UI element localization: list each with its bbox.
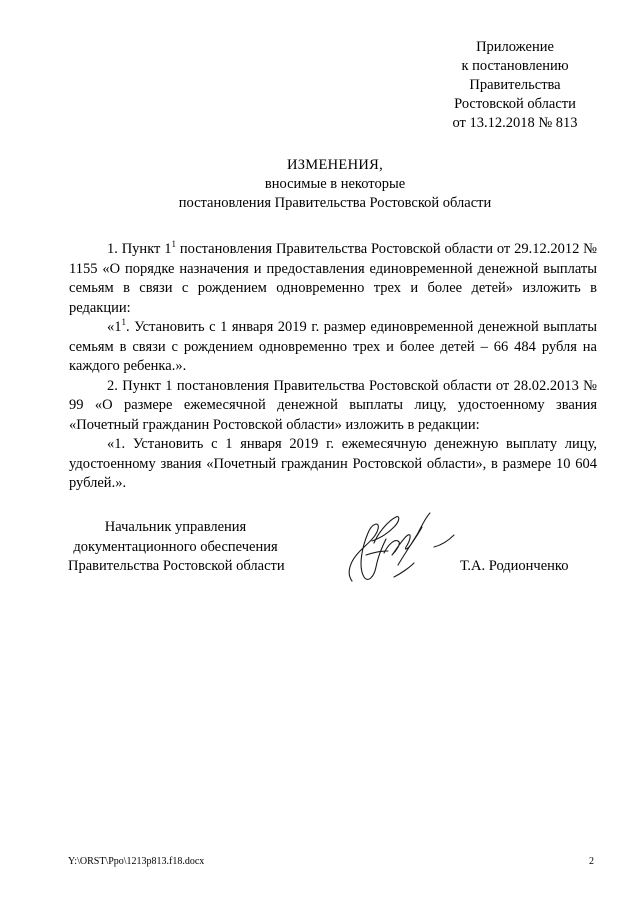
appendix-header: [430, 38, 600, 133]
paragraph-1-start: 1. Пункт 1: [107, 241, 172, 257]
title-sub-1: вносимые в некоторые: [264, 176, 406, 192]
title-sub-2: постановления Правительства Ростовской области: [178, 195, 492, 211]
appendix-line-3: Правительства: [469, 77, 561, 93]
document-body: [69, 240, 597, 494]
signatory-name: Т.А. Родионченко: [460, 558, 569, 574]
paragraph-2: [69, 318, 597, 377]
appendix-line-4: Ростовской области: [454, 96, 576, 112]
paragraph-2-rest: . Установить с 1 января 2019 г. размер единовременной денежной выплаты семьям в связи с рождением одновременно трех и более детей – 66 484 рубля на каждого ребенка.».: [69, 319, 597, 374]
paragraph-2-start: «1: [107, 319, 122, 335]
paragraph-1-superscript: 1: [171, 239, 176, 249]
paragraph-4: «1. Установить с 1 января 2019 г. ежемесячную денежную выплату лицу, удостоенному звания «Почетный гражданин Ростовской области», в размере 10 604 рублей.».: [69, 436, 597, 491]
paragraph-2-superscript: 1: [121, 317, 126, 327]
appendix-line-5: от 13.12.2018 № 813: [452, 115, 578, 131]
position-line-1: Начальник управления: [104, 519, 247, 535]
appendix-line-2: к постановлению: [461, 58, 569, 74]
appendix-line-1: Приложение: [476, 39, 554, 55]
paragraph-1: [69, 240, 597, 318]
footer-file-path: Y:\ORST\Ppo\1213p813.f18.docx: [68, 856, 205, 867]
position-line-2: документационного обеспечения: [73, 538, 278, 555]
paragraph-3: 2. Пункт 1 постановления Правительства Ростовской области от 28.02.2013 № 99 «О размере ежемесячной денежной выплаты лицу, удостоенному звания «Почетный гражданин Ростовской области» изложить в редакции:: [69, 377, 597, 433]
title-main: ИЗМЕНЕНИЯ,: [286, 157, 384, 173]
document-title: [120, 156, 550, 213]
handwritten-signature: [338, 507, 460, 591]
position-line-3: Правительства Ростовской области: [68, 558, 285, 574]
signatory-position: [68, 518, 283, 577]
footer-page-number: 2: [589, 856, 594, 867]
paragraph-1-rest: постановления Правительства Ростовской области от 29.12.2012 № 1155 «О порядке назначения и предоставления единовременной денежной выплаты семьям в связи с рождением одновременно трех и более детей» изложить в редакции:: [69, 241, 597, 316]
